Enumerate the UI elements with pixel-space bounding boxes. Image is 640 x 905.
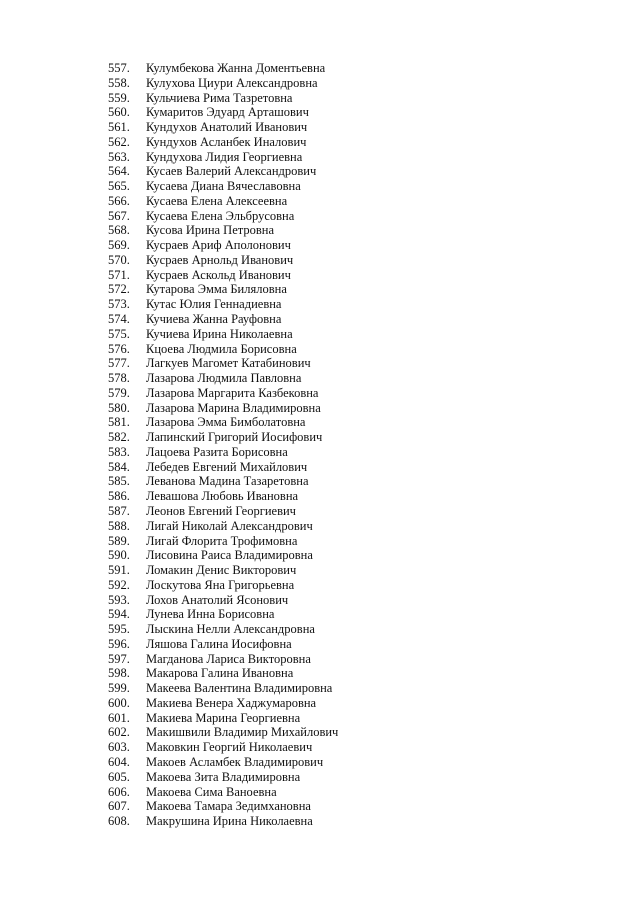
entry-number: 565.: [108, 179, 130, 194]
list-item: [108, 356, 338, 371]
list-item: [108, 91, 338, 106]
entry-number: 596.: [108, 636, 130, 651]
entry-number: 577.: [108, 356, 130, 371]
list-item: [108, 460, 338, 475]
list-item: [108, 474, 338, 489]
entry-name: Леванова Мадина Тазаретовна: [146, 474, 309, 489]
entry-name: Лазарова Маргарита Казбековна: [146, 385, 319, 400]
entry-number: 588.: [108, 518, 130, 533]
entry-name: Кундухов Анатолий Иванович: [146, 120, 308, 135]
entry-name: Макоева Зита Владимировна: [146, 769, 301, 784]
list-item: [108, 238, 338, 253]
entry-name: Макрушина Ирина Николаевна: [146, 814, 313, 829]
entry-name: Лигай Флорита Трофимовна: [146, 533, 298, 548]
list-item: [108, 135, 338, 150]
list-item: [108, 681, 338, 696]
list-item: [108, 607, 338, 622]
list-item: [108, 799, 338, 814]
list-item: [108, 415, 338, 430]
entry-number: 573.: [108, 297, 130, 312]
entry-number: 576.: [108, 341, 130, 356]
list-item: [108, 666, 338, 681]
entry-name: Кусаева Диана Вячеславовна: [146, 179, 301, 194]
entry-number: 578.: [108, 371, 130, 386]
list-item: [108, 401, 338, 416]
entry-name: Кцоева Людмила Борисовна: [146, 341, 297, 356]
entry-number: 608.: [108, 814, 130, 829]
entry-number: 558.: [108, 75, 130, 90]
list-item: [108, 194, 338, 209]
list-item: [108, 430, 338, 445]
list-item: [108, 770, 338, 785]
entry-name: Кусаева Елена Эльбрусовна: [146, 208, 295, 223]
entry-number: 599.: [108, 681, 130, 696]
entry-number: 593.: [108, 592, 130, 607]
entry-number: 566.: [108, 193, 130, 208]
entry-number: 562.: [108, 134, 130, 149]
list-item: [108, 711, 338, 726]
entry-number: 606.: [108, 784, 130, 799]
list-item: [108, 785, 338, 800]
entry-number: 601.: [108, 710, 130, 725]
entry-number: 575.: [108, 326, 130, 341]
entry-number: 564.: [108, 164, 130, 179]
list-item: [108, 740, 338, 755]
entry-number: 570.: [108, 252, 130, 267]
entry-name: Кумаритов Эдуард Арташович: [146, 105, 309, 120]
entry-name: Левашова Любовь Ивановна: [146, 489, 299, 504]
entry-name: Макоева Сима Ваноевна: [146, 784, 277, 799]
entry-name: Кулухова Циури Александровна: [146, 75, 318, 90]
entry-name: Макоева Тамара Зедимхановна: [146, 799, 311, 814]
list-item: [108, 61, 338, 76]
entry-name: Маковкин Георгий Николаевич: [146, 740, 313, 755]
entry-number: 559.: [108, 90, 130, 105]
entry-name: Кусраев Арнольд Иванович: [146, 252, 294, 267]
list-item: [108, 312, 338, 327]
entry-number: 592.: [108, 577, 130, 592]
list-item: [108, 342, 338, 357]
entry-name: Кундухов Асланбек Иналович: [146, 134, 307, 149]
list-item: [108, 725, 338, 740]
entry-number: 595.: [108, 622, 130, 637]
entry-number: 586.: [108, 489, 130, 504]
entry-number: 597.: [108, 651, 130, 666]
name-list: [108, 61, 338, 829]
entry-number: 591.: [108, 563, 130, 578]
entry-name: Макиева Венера Хаджумаровна: [146, 695, 317, 710]
entry-name: Кусаев Валерий Александрович: [146, 164, 317, 179]
entry-number: 607.: [108, 799, 130, 814]
entry-number: 582.: [108, 430, 130, 445]
list-item: [108, 445, 338, 460]
list-item: [108, 563, 338, 578]
entry-name: Кутас Юлия Геннадиевна: [146, 297, 282, 312]
entry-name: Лисовина Раиса Владимировна: [146, 548, 313, 563]
list-item: [108, 209, 338, 224]
entry-name: Леонов Евгений Георгиевич: [146, 503, 296, 518]
entry-name: Кусаева Елена Алексеевна: [146, 193, 288, 208]
list-item: [108, 489, 338, 504]
list-item: [108, 371, 338, 386]
entry-name: Макоев Асламбек Владимирович: [146, 754, 324, 769]
entry-name: Кучиева Жанна Рауфовна: [146, 312, 282, 327]
entry-number: 560.: [108, 105, 130, 120]
entry-number: 583.: [108, 444, 130, 459]
entry-number: 602.: [108, 725, 130, 740]
entry-name: Кульчиева Рима Тазретовна: [146, 90, 293, 105]
list-item: [108, 593, 338, 608]
entry-name: Кулумбекова Жанна Доментьевна: [146, 61, 326, 75]
entry-number: 604.: [108, 754, 130, 769]
entry-name: Макеева Валентина Владимировна: [146, 681, 333, 696]
entry-number: 568.: [108, 223, 130, 238]
entry-name: Лазарова Эмма Бимболатовна: [146, 415, 306, 430]
entry-name: Лагкуев Магомет Катабинович: [146, 356, 311, 371]
list-item: [108, 105, 338, 120]
entry-name: Лохов Анатолий Ясонович: [146, 592, 289, 607]
entry-name: Лебедев Евгений Михайлович: [146, 459, 308, 474]
entry-number: 557.: [108, 61, 130, 75]
entry-number: 605.: [108, 769, 130, 784]
list-item: [108, 534, 338, 549]
entry-name: Ломакин Денис Викторович: [146, 563, 297, 578]
list-item: [108, 253, 338, 268]
entry-number: 580.: [108, 400, 130, 415]
list-item: [108, 297, 338, 312]
entry-number: 589.: [108, 533, 130, 548]
list-item: [108, 504, 338, 519]
entry-number: 569.: [108, 238, 130, 253]
entry-name: Кусраев Аскольд Иванович: [146, 267, 291, 282]
entry-name: Макишвили Владимир Михайлович: [146, 725, 339, 740]
entry-number: 561.: [108, 120, 130, 135]
list-item: [108, 76, 338, 91]
entry-number: 563.: [108, 149, 130, 164]
list-item: [108, 386, 338, 401]
entry-name: Лапинский Григорий Иосифович: [146, 430, 323, 445]
list-item: [108, 622, 338, 637]
list-item: [108, 578, 338, 593]
list-item: [108, 282, 338, 297]
list-item: [108, 223, 338, 238]
entry-name: Кучиева Ирина Николаевна: [146, 326, 293, 341]
entry-number: 574.: [108, 312, 130, 327]
entry-number: 584.: [108, 459, 130, 474]
entry-name: Магданова Лариса Викторовна: [146, 651, 311, 666]
entry-name: Макарова Галина Ивановна: [146, 666, 294, 681]
entry-name: Кусова Ирина Петровна: [146, 223, 275, 238]
entry-number: 572.: [108, 282, 130, 297]
list-item: [108, 519, 338, 534]
entry-name: Кутарова Эмма Биляловна: [146, 282, 287, 297]
list-item: [108, 268, 338, 283]
list-item: [108, 150, 338, 165]
list-item: [108, 696, 338, 711]
entry-number: 594.: [108, 607, 130, 622]
list-item: [108, 164, 338, 179]
entry-name: Кусраев Ариф Аполонович: [146, 238, 291, 253]
entry-name: Ляшова Галина Иосифовна: [146, 636, 292, 651]
entry-name: Лоскутова Яна Григорьевна: [146, 577, 295, 592]
entry-number: 567.: [108, 208, 130, 223]
entry-number: 571.: [108, 267, 130, 282]
list-item: [108, 637, 338, 652]
list-item: [108, 652, 338, 667]
list-item: [108, 327, 338, 342]
entry-name: Кундухова Лидия Георгиевна: [146, 149, 303, 164]
entry-name: Макиева Марина Георгиевна: [146, 710, 301, 725]
entry-number: 585.: [108, 474, 130, 489]
entry-number: 590.: [108, 548, 130, 563]
entry-number: 587.: [108, 503, 130, 518]
list-item: [108, 120, 338, 135]
entry-name: Лыскина Нелли Александровна: [146, 622, 315, 637]
list-item: [108, 179, 338, 194]
list-item: [108, 814, 338, 829]
entry-number: 579.: [108, 385, 130, 400]
entry-name: Лацоева Разита Борисовна: [146, 444, 288, 459]
list-item: [108, 548, 338, 563]
entry-name: Лунева Инна Борисовна: [146, 607, 275, 622]
entry-number: 600.: [108, 695, 130, 710]
entry-name: Лазарова Марина Владимировна: [146, 400, 321, 415]
entry-name: Лазарова Людмила Павловна: [146, 371, 302, 386]
entry-number: 603.: [108, 740, 130, 755]
list-item: [108, 755, 338, 770]
entry-name: Лигай Николай Александрович: [146, 518, 313, 533]
entry-number: 581.: [108, 415, 130, 430]
entry-number: 598.: [108, 666, 130, 681]
